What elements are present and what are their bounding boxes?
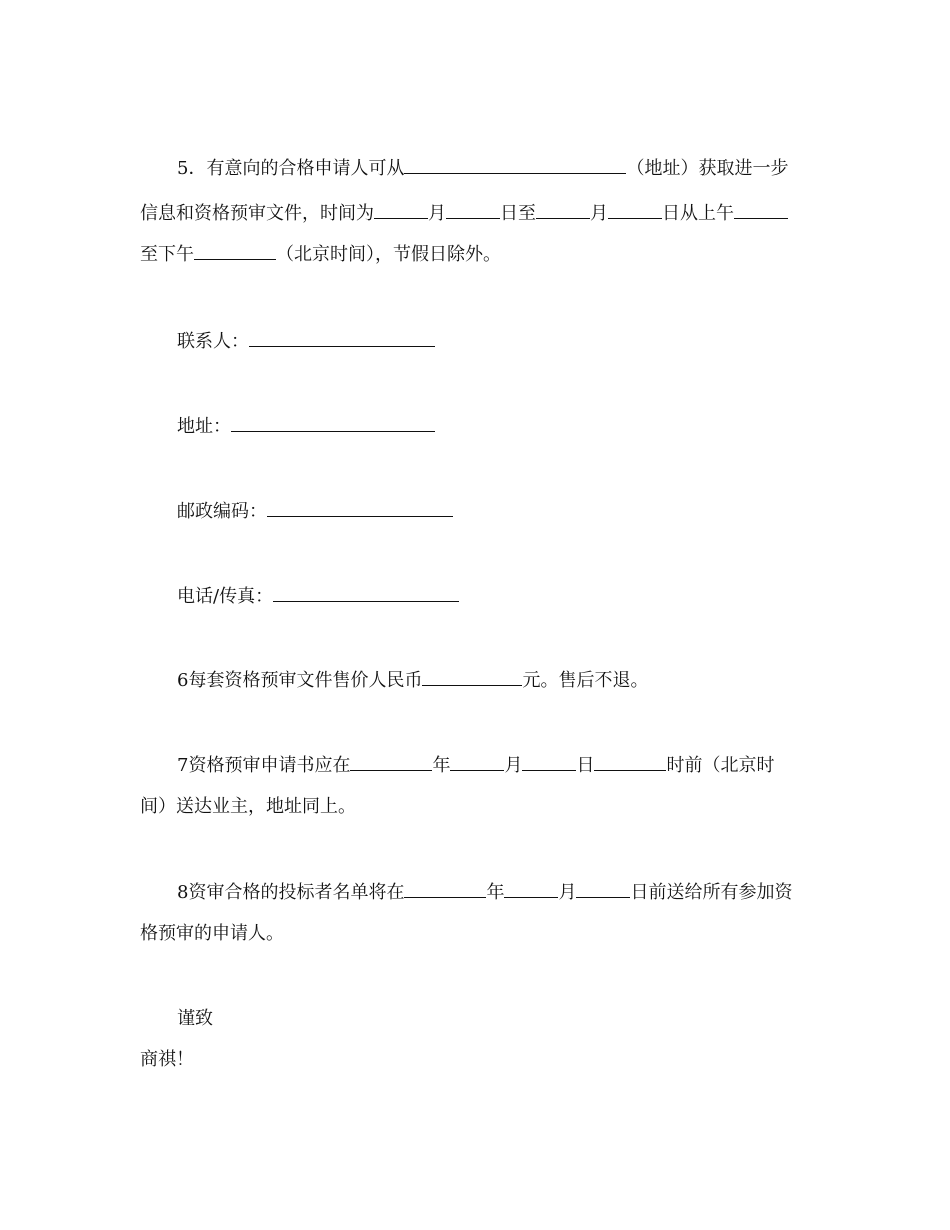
para5-line1 (177, 155, 788, 179)
para7-text: 月 (504, 755, 523, 776)
para5-text: （北京时间），节假日除外。 (276, 244, 501, 265)
para5-line2 (140, 200, 788, 224)
address-blank[interactable] (404, 155, 626, 174)
para5-text: 信息和资格预审文件，时间为 (140, 203, 374, 224)
contact-person-blank[interactable] (249, 328, 435, 347)
para6-text: 6每套资格预审文件售价人民币 (177, 670, 423, 691)
notice-day-blank[interactable] (576, 879, 630, 898)
para7-text: 日 (576, 755, 595, 776)
end-day-blank[interactable] (608, 200, 662, 219)
para5-text: （地址）获取进一步 (626, 158, 789, 179)
para6-line1 (177, 667, 648, 691)
para5-text: 至下午 (140, 244, 194, 265)
para7-line1 (177, 752, 774, 776)
para8-line2 (140, 922, 284, 946)
para7-text: 年 (432, 755, 451, 776)
phone-fax-row (177, 583, 459, 607)
afternoon-time-blank[interactable] (194, 241, 276, 260)
contact-person-row (177, 328, 435, 352)
deadline-hour-blank[interactable] (594, 752, 666, 771)
postcode-label: 邮政编码： (177, 501, 267, 522)
para7-line2 (140, 795, 356, 819)
para5-line3 (140, 241, 501, 265)
para8-text: 格预审的申请人。 (140, 923, 284, 944)
para7-text: 7资格预审申请书应在 (177, 755, 351, 776)
address-label: 地址： (177, 416, 231, 437)
closing-salutation: 谨致 (177, 1008, 213, 1029)
para8-text: 月 (558, 882, 577, 903)
para8-text: 8资审合格的投标者名单将在 (177, 882, 405, 903)
para6-text: 元。售后不退。 (522, 670, 649, 691)
para8-line1 (177, 879, 792, 903)
postcode-blank[interactable] (267, 498, 453, 517)
notice-month-blank[interactable] (504, 879, 558, 898)
price-blank[interactable] (422, 667, 522, 686)
end-month-blank[interactable] (536, 200, 590, 219)
para7-text: 时前（北京时 (666, 755, 775, 776)
para5-text: 日至 (500, 203, 536, 224)
deadline-day-blank[interactable] (522, 752, 576, 771)
para8-text: 日前送给所有参加资 (630, 882, 793, 903)
start-month-blank[interactable] (374, 200, 428, 219)
closing-regards: 商祺！ (140, 1049, 194, 1070)
postcode-row (177, 498, 453, 522)
contact-person-label: 联系人： (177, 331, 249, 352)
start-day-blank[interactable] (446, 200, 500, 219)
para5-text: 月 (590, 203, 608, 224)
phone-fax-label: 电话/传真： (177, 586, 274, 607)
para5-text: 月 (428, 203, 446, 224)
morning-time-blank[interactable] (734, 200, 788, 219)
para7-text: 间）送达业主，地址同上。 (140, 796, 356, 817)
para5-text: 5．有意向的合格申请人可从 (177, 158, 405, 179)
phone-fax-blank[interactable] (273, 583, 459, 602)
para5-text: 日从上午 (662, 203, 734, 224)
notice-year-blank[interactable] (404, 879, 486, 898)
para8-text: 年 (486, 882, 505, 903)
address-field-blank[interactable] (231, 413, 435, 432)
address-row (177, 413, 435, 437)
deadline-month-blank[interactable] (450, 752, 504, 771)
deadline-year-blank[interactable] (350, 752, 432, 771)
